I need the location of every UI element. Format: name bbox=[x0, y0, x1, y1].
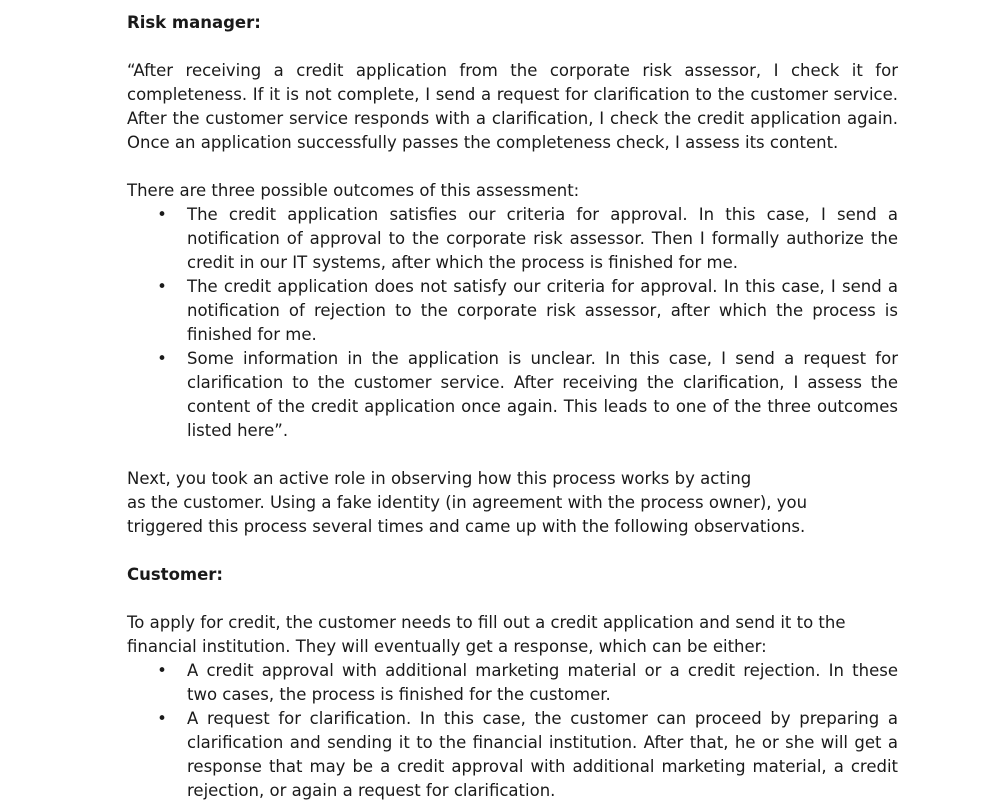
outcome-text: The credit application satisfies our criteria for approval. In this case, I send a notification of approval to the corporate risk assessor. Then I formally authorize the credit in our IT systems, after which the process is finished for me. bbox=[187, 205, 898, 272]
spacer bbox=[127, 35, 898, 59]
response-text: A request for clarification. In this case, the customer can proceed by preparing a clarification and sending it to the financial institution. After that, he or she will get a response that may be a credit approval with additional marketing material, a credit rejection, or again a request for clarification. bbox=[187, 709, 898, 800]
list-item bbox=[127, 707, 898, 803]
list-item bbox=[127, 203, 898, 275]
spacer bbox=[127, 539, 898, 563]
outcome-text: Some information in the application is unclear. In this case, I send a request for clarification to the customer service. After receiving the clarification, I assess the content of the credit application once again. This leads to one of the three outcomes listed here”. bbox=[187, 349, 898, 440]
list-item bbox=[127, 347, 898, 443]
observation-paragraph bbox=[127, 467, 898, 539]
list-item bbox=[127, 275, 898, 347]
bullet-icon: • bbox=[157, 709, 167, 728]
observation-line: triggered this process several times and came up with the following observations. bbox=[127, 517, 806, 536]
outcomes-intro: There are three possible outcomes of this assessment: bbox=[127, 181, 580, 200]
outcome-text: The credit application does not satisfy our criteria for approval. In this case, I send a notification of rejection to the corporate risk assessor, after which the process is finished for me. bbox=[187, 277, 898, 344]
risk-manager-heading: Risk manager: bbox=[127, 13, 261, 32]
spacer bbox=[127, 155, 898, 179]
response-text: A credit approval with additional marketing material or a credit rejection. In these two cases, the process is finished for the customer. bbox=[187, 661, 898, 704]
observation-line: Next, you took an active role in observing how this process works by acting bbox=[127, 469, 752, 488]
customer-intro-line: financial institution. They will eventually get a response, which can be either: bbox=[127, 637, 767, 656]
customer-responses-list bbox=[127, 659, 898, 803]
customer-heading: Customer: bbox=[127, 565, 224, 584]
spacer bbox=[127, 443, 898, 467]
observation-line: as the customer. Using a fake identity (in agreement with the process owner), you bbox=[127, 493, 808, 512]
list-item bbox=[127, 659, 898, 707]
customer-intro-line: To apply for credit, the customer needs to fill out a credit application and send it to the bbox=[127, 613, 846, 632]
outcomes-list bbox=[127, 203, 898, 443]
risk-manager-intro: “After receiving a credit application from the corporate risk assessor, I check it for completeness. If it is not complete, I send a request for clarification to the customer service. After the customer service responds with a clarification, I check the credit application again. Once an application successfully passes the completeness check, I assess its content. bbox=[127, 61, 898, 152]
document-page bbox=[127, 11, 898, 803]
customer-intro bbox=[127, 611, 898, 659]
bullet-icon: • bbox=[157, 277, 167, 296]
bullet-icon: • bbox=[157, 349, 167, 368]
bullet-icon: • bbox=[157, 661, 167, 680]
bullet-icon: • bbox=[157, 205, 167, 224]
spacer bbox=[127, 587, 898, 611]
